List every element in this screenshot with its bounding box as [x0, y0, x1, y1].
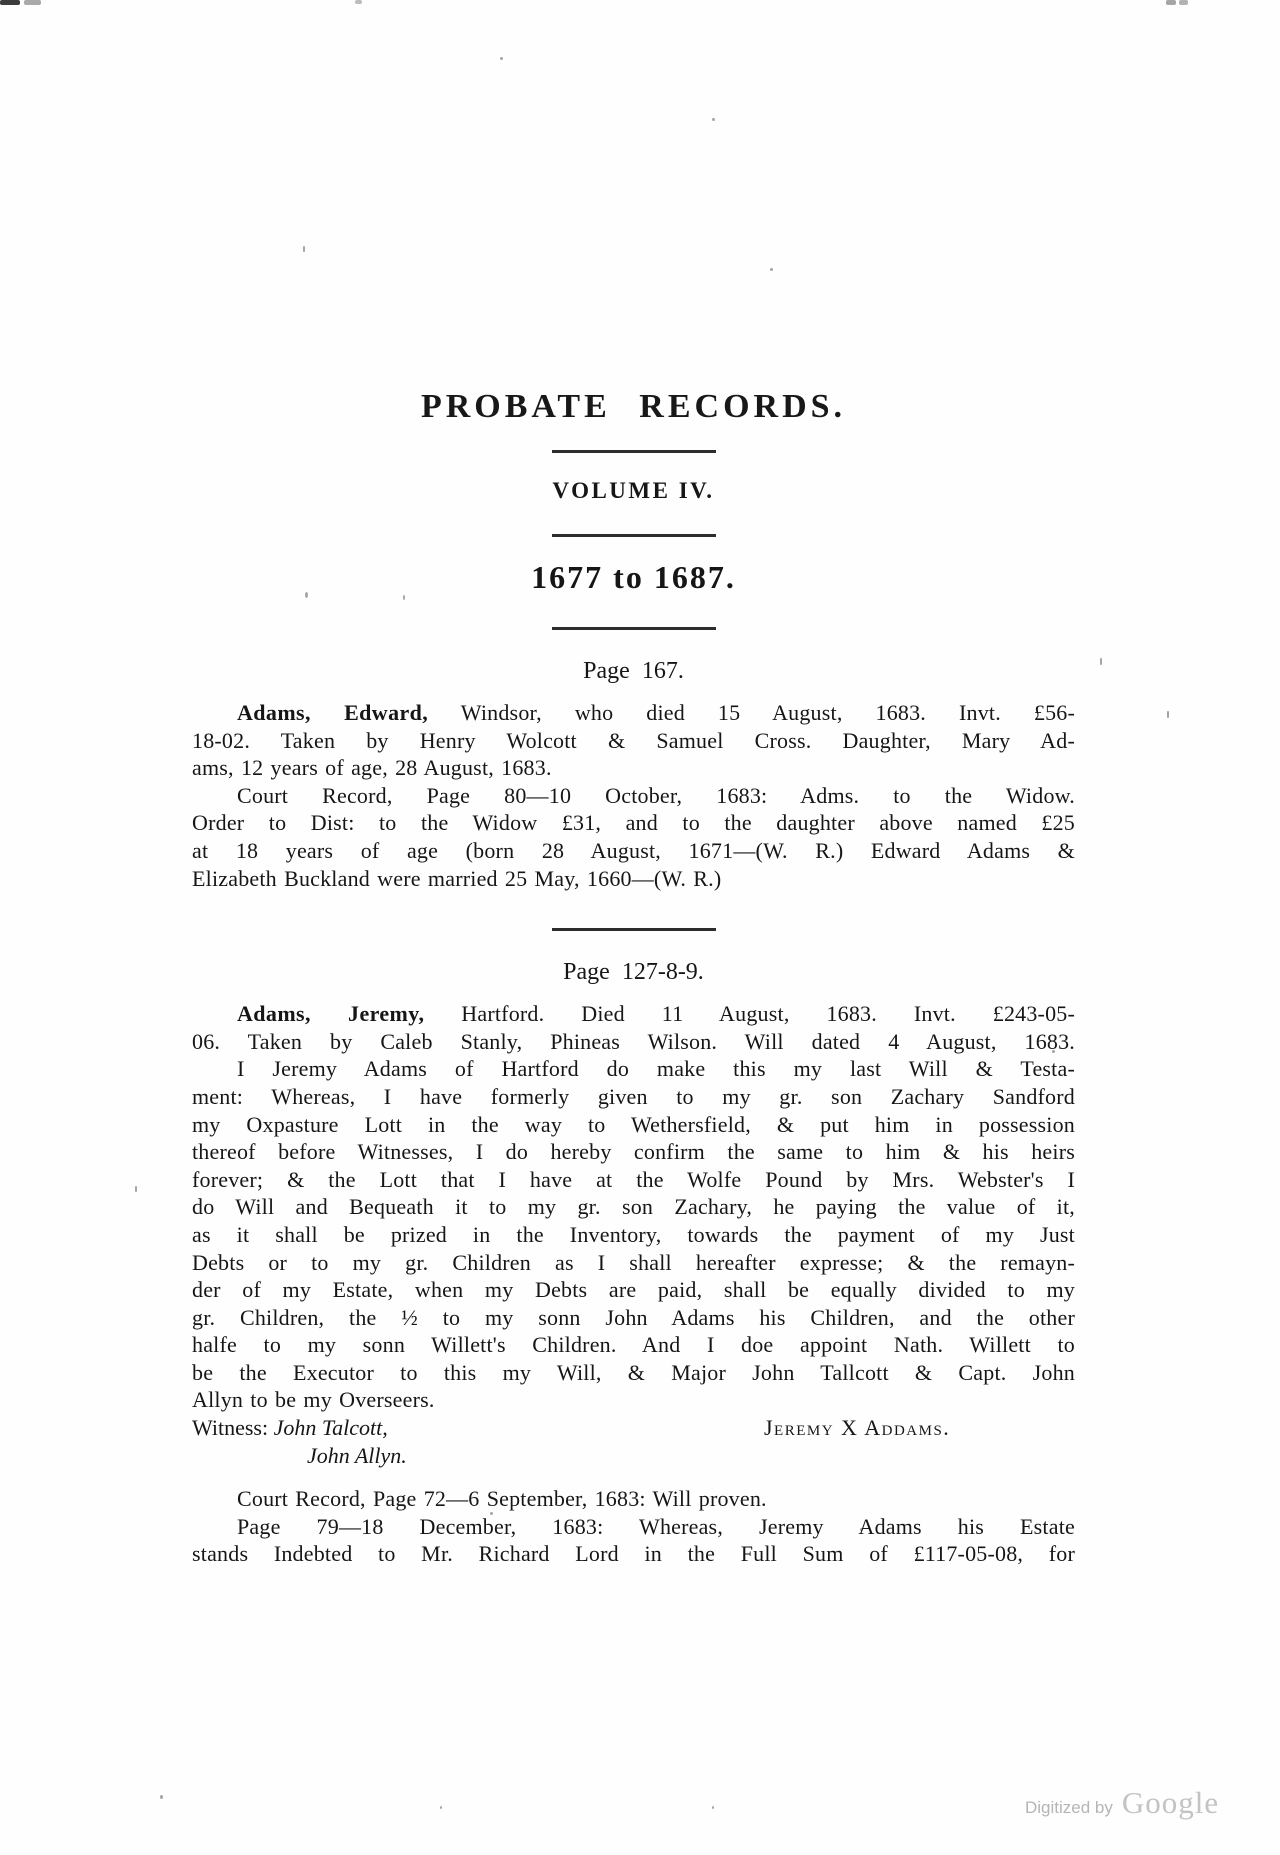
witness-label: Witness:: [192, 1415, 274, 1441]
scan-artifact: [0, 0, 20, 5]
scan-artifact: [24, 0, 41, 5]
volume-heading: VOLUME IV.: [552, 478, 715, 503]
book-title: PROBATE RECORDS.: [420, 388, 847, 425]
text-line: Court Record, Page 72—6 September, 1683: Will proven.: [237, 1486, 767, 1512]
divider-rule: [552, 928, 716, 931]
divider-rule: [552, 627, 716, 630]
text-line: do Will and Bequeath it to my gr. son Zachary, he paying the value of it,: [192, 1194, 1075, 1220]
text-line: gr. Children, the ½ to my sonn John Adams his Children, and the other: [192, 1304, 1075, 1330]
text-line: Page 79—18 December, 1683: Whereas, Jeremy Adams his Estate: [237, 1513, 1075, 1539]
ink-speck: [1167, 711, 1169, 718]
ink-speck: [160, 1795, 163, 1799]
text-line: Order to Dist: to the Widow £31, and to the daughter above named £25: [192, 810, 1075, 836]
ink-speck: [712, 118, 715, 121]
witness-block: [192, 1414, 1075, 1469]
masthead: [192, 388, 1075, 630]
page-number-heading: Page 127-8-9.: [563, 959, 704, 986]
paragraph: [192, 1000, 1075, 1055]
text-line: I Jeremy Adams of Hartford do make this my last Will & Testa-: [237, 1056, 1075, 1082]
text-line: Elizabeth Buckland were married 25 May, 1660—(W. R.): [192, 865, 722, 891]
text-line: Allyn to be my Overseers.: [192, 1387, 435, 1413]
ink-speck: [303, 246, 305, 252]
scan-artifact: [1166, 0, 1176, 5]
paragraph: [192, 1055, 1075, 1414]
google-watermark: [1025, 1785, 1219, 1821]
page-number-heading: Page 167.: [583, 658, 684, 684]
text-line: ment: Whereas, I have formerly given to my gr. son Zachary Sandford: [192, 1083, 1075, 1109]
entry-name: Adams, Edward,: [237, 700, 429, 725]
text-line: 06. Taken by Caleb Stanly, Phineas Wilson. Will dated 4 August, 1683.: [192, 1028, 1075, 1054]
text-line: 18-02. Taken by Henry Wolcott & Samuel Cross. Daughter, Mary Ad-: [192, 727, 1075, 753]
witness-name-2: John Allyn.: [307, 1442, 407, 1468]
text-line: Court Record, Page 80—10 October, 1683: Adms. to the Widow.: [237, 782, 1075, 808]
watermark-prefix: Digitized by: [1025, 1798, 1113, 1817]
ink-speck: [770, 268, 773, 271]
paragraph: [192, 699, 1075, 782]
ink-speck: [440, 1806, 442, 1809]
text-line: be the Executor to this my Will, & Major John Tallcott & Capt. John: [192, 1359, 1075, 1385]
text-column: [192, 388, 1075, 1568]
text-line: Debts or to my gr. Children as I shall hereafter expresse; & the remayn-: [192, 1249, 1075, 1275]
paragraph: [192, 1513, 1075, 1568]
text-line: ams, 12 years of age, 28 August, 1683.: [192, 755, 552, 781]
text-line: halfe to my sonn Willett's Children. And I doe appoint Nath. Willett to: [192, 1332, 1075, 1358]
text-line: my Oxpasture Lott in the way to Wethersfield, & put him in possession: [192, 1111, 1075, 1137]
text-line: thereof before Witnesses, I do hereby confirm the same to him & his heirs: [192, 1139, 1075, 1165]
scan-artifact: [355, 0, 362, 4]
testator-signature: Jeremy X Addams.: [764, 1415, 951, 1441]
paragraph: [192, 1485, 1075, 1513]
text-line: Adams, Edward, Windsor, who died 15 August, 1683. Invt. £56-: [237, 700, 1075, 725]
paragraph: [192, 782, 1075, 892]
google-logo-text: Google: [1121, 1785, 1220, 1820]
text-line: stands Indebted to Mr. Richard Lord in the Full Sum of £117-05-08, for: [192, 1541, 1075, 1567]
divider-rule: [552, 534, 716, 537]
text-line: forever; & the Lott that I have at the Wolfe Pound by Mrs. Webster's I: [192, 1166, 1075, 1192]
ink-speck: [1100, 658, 1102, 665]
content: [192, 658, 1075, 1568]
witness-row: [192, 1414, 1075, 1442]
text-line: der of my Estate, when my Debts are paid, shall be equally divided to my: [192, 1277, 1075, 1303]
witness-name-1: John Talcott,: [273, 1415, 388, 1441]
text-line: Adams, Jeremy, Hartford. Died 11 August, 1683. Invt. £243-05-: [237, 1001, 1076, 1027]
ink-speck: [712, 1806, 714, 1809]
text-line: at 18 years of age (born 28 August, 1671—(W. R.) Edward Adams &: [192, 837, 1075, 863]
ink-speck: [500, 57, 503, 60]
ink-speck: [135, 1186, 137, 1192]
scan-artifact: [1179, 0, 1188, 5]
divider-rule: [552, 450, 716, 453]
year-range-heading: 1677 to 1687.: [531, 559, 736, 595]
text-line: as it shall be prized in the Inventory, towards the payment of my Just: [192, 1221, 1075, 1247]
entry-name: Adams, Jeremy,: [237, 1001, 425, 1027]
